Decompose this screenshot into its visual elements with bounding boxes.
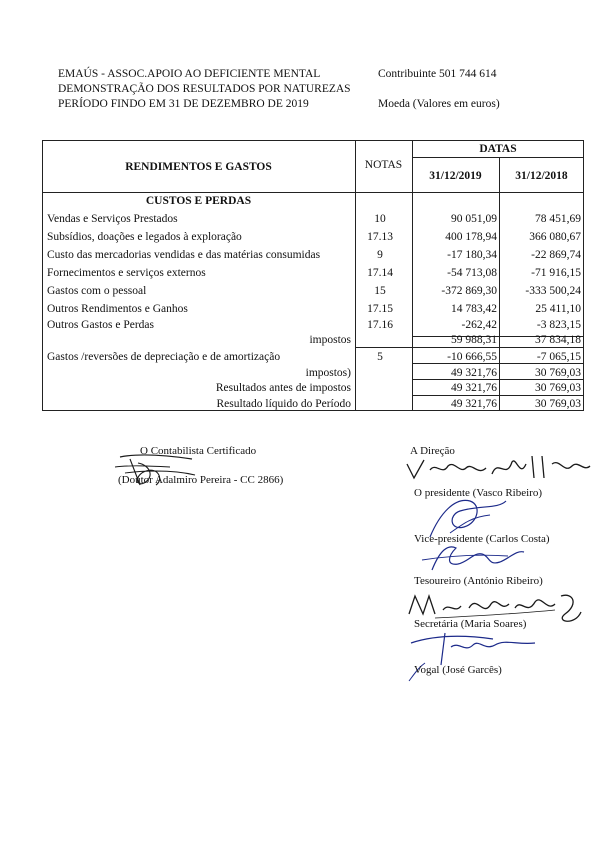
row-value-2018: 37 834,18 bbox=[535, 334, 581, 346]
datas-divider bbox=[412, 157, 584, 158]
row-value-2019: 90 051,09 bbox=[451, 213, 497, 225]
row-value-2018: 30 769,03 bbox=[535, 382, 581, 394]
president-signature bbox=[402, 452, 592, 482]
section-title: CUSTOS E PERDAS bbox=[145, 195, 252, 207]
row-label: impostos bbox=[309, 334, 351, 346]
board-title: A Direção bbox=[410, 445, 455, 457]
treasurer-signature bbox=[418, 540, 528, 576]
row-label: Outros Gastos e Perdas bbox=[47, 319, 154, 331]
row-value-2019: 14 783,42 bbox=[451, 303, 497, 315]
document-title: DEMONSTRAÇÃO DOS RESULTADOS POR NATUREZAS bbox=[58, 83, 351, 95]
subtotal-line-2 bbox=[412, 347, 584, 348]
row-value-2019: -262,42 bbox=[461, 319, 497, 331]
row-value-2019: 49 321,76 bbox=[451, 398, 497, 410]
row-value-2019: -372 869,30 bbox=[441, 285, 497, 297]
row-nota: 17.15 bbox=[367, 303, 393, 315]
row-nota: 15 bbox=[374, 285, 386, 297]
row-value-2018: 30 769,03 bbox=[535, 398, 581, 410]
row-nota: 17.14 bbox=[367, 267, 393, 279]
row-value-2018: 366 080,67 bbox=[529, 231, 581, 243]
row-value-2018: 25 411,10 bbox=[535, 303, 581, 315]
taxpayer-number: Contribuinte 501 744 614 bbox=[378, 68, 497, 80]
column-header-notas: NOTAS bbox=[364, 159, 403, 171]
row-label: Gastos com o pessoal bbox=[47, 285, 147, 297]
header-divider bbox=[42, 192, 584, 193]
row-value-2018: -333 500,24 bbox=[525, 285, 581, 297]
row-value-2019: 59 988,31 bbox=[451, 334, 497, 346]
column-header-rendimentos: RENDIMENTOS E GASTOS bbox=[125, 161, 272, 173]
row-label: Gastos /reversões de depreciação e de amortização bbox=[47, 351, 281, 363]
accountant-title: O Contabilista Certificado bbox=[140, 445, 257, 457]
row-label: Resultados antes de impostos bbox=[215, 382, 351, 394]
member-label: Vogal (José Garcês) bbox=[414, 664, 502, 676]
row-value-2018: -3 823,15 bbox=[536, 319, 581, 331]
row-nota: 5 bbox=[377, 351, 383, 363]
column-header-datas: DATAS bbox=[479, 143, 517, 155]
period-line: PERÍODO FINDO EM 31 DE DEZEMBRO DE 2019 bbox=[58, 98, 309, 110]
row-value-2019: -10 666,55 bbox=[447, 351, 497, 363]
row-nota: 17.16 bbox=[367, 319, 393, 331]
row-value-2019: 49 321,76 bbox=[451, 367, 497, 379]
row-label: Subsídios, doações e legados à exploração bbox=[47, 231, 242, 243]
secretary-label: Secretária (Maria Soares) bbox=[414, 618, 527, 630]
row-label: Outros Rendimentos e Ganhos bbox=[47, 303, 188, 315]
row-nota: 9 bbox=[377, 249, 383, 261]
row-value-2019: -17 180,34 bbox=[447, 249, 497, 261]
president-label: O presidente (Vasco Ribeiro) bbox=[414, 487, 542, 499]
row-value-2019: -54 713,08 bbox=[447, 267, 497, 279]
row-value-2019: 400 178,94 bbox=[445, 231, 497, 243]
document-header bbox=[58, 67, 351, 112]
organization-name: EMAÚS - ASSOC.APOIO AO DEFICIENTE MENTAL bbox=[58, 68, 321, 80]
row-label: Resultado líquido do Período bbox=[216, 398, 351, 410]
row-label: Custo das mercadorias vendidas e das matérias consumidas bbox=[47, 249, 321, 261]
column-header-2019: 31/12/2019 bbox=[429, 170, 482, 182]
subtotal-line-5 bbox=[412, 395, 584, 396]
treasurer-label: Tesoureiro (António Ribeiro) bbox=[414, 575, 543, 587]
accountant-name: (Doutor Adalmiro Pereira - CC 2866) bbox=[118, 474, 284, 486]
row-value-2019: 49 321,76 bbox=[451, 382, 497, 394]
row-value-2018: -7 065,15 bbox=[536, 351, 581, 363]
row-label: impostos) bbox=[305, 367, 351, 379]
accountant-signature bbox=[110, 445, 200, 490]
subtotal-line-notas bbox=[355, 347, 412, 348]
row-nota: 17.13 bbox=[367, 231, 393, 243]
vice-president-label: Vice-presidente (Carlos Costa) bbox=[414, 533, 550, 545]
row-value-2018: 30 769,03 bbox=[535, 367, 581, 379]
currency-note: Moeda (Valores em euros) bbox=[378, 98, 500, 110]
row-label: Vendas e Serviços Prestados bbox=[47, 213, 178, 225]
column-header-2018: 31/12/2018 bbox=[515, 170, 568, 182]
row-value-2018: -22 869,74 bbox=[531, 249, 581, 261]
row-label: Fornecimentos e serviços externos bbox=[47, 267, 206, 279]
row-value-2018: 78 451,69 bbox=[535, 213, 581, 225]
row-value-2018: -71 916,15 bbox=[531, 267, 581, 279]
row-nota: 10 bbox=[374, 213, 386, 225]
